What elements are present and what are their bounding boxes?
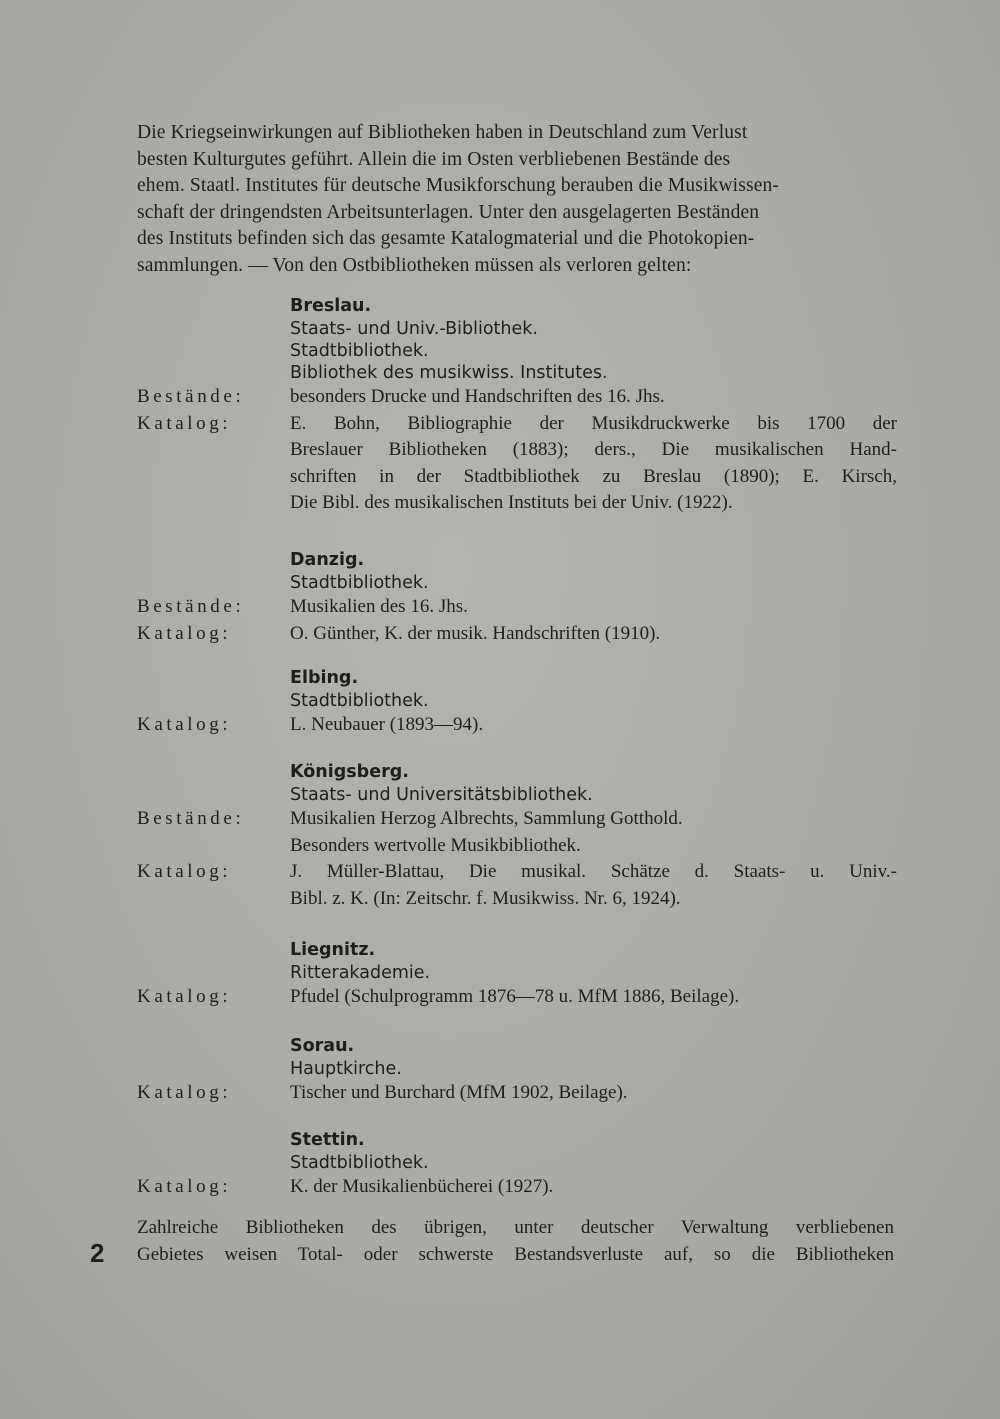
intro-line: schaft der dringendsten Arbeitsunterlagen. Unter den ausgelagerten Beständen [137, 201, 760, 223]
intro-line: des Instituts befinden sich das gesamte Katalogmaterial und die Photokopien- [137, 228, 755, 250]
institution: Staats- und Universitätsbibliothek. [290, 785, 593, 805]
holdings-label: Bestände: [137, 596, 245, 617]
catalog-label: Katalog: [137, 714, 232, 735]
holdings-value [290, 806, 897, 859]
intro-line: sammlungen. — Von den Ostbibliotheken müssen als verloren gelten: [137, 254, 692, 276]
city-heading: Sorau. [290, 1036, 355, 1056]
entry-liegnitz [137, 938, 897, 1011]
institution: Stadtbibliothek. [290, 573, 429, 593]
catalog-label: Katalog: [137, 622, 232, 644]
catalog-row [137, 411, 897, 517]
catalog-value [290, 411, 897, 517]
catalog-label: Katalog: [137, 1082, 232, 1103]
holdings-row [137, 806, 897, 859]
institution: Stadtbibliothek. [290, 1153, 429, 1173]
closing-paragraph [137, 1215, 894, 1268]
catalog-label: Katalog: [137, 861, 232, 882]
catalog-label: Katalog: [137, 986, 232, 1007]
catalog-value: Pfudel (Schulprogramm 1876—78 u. MfM 1886, Beilage). [290, 986, 740, 1007]
catalog-value [290, 859, 897, 912]
closing-line: Gebietes weisen Total- oder schwerste Bestandsverluste auf, so die Bibliotheken [137, 1243, 894, 1265]
catalog-line: Breslauer Bibliotheken (1883); ders., Die musikalischen Hand- [290, 439, 897, 460]
institution: Hauptkirche. [290, 1059, 402, 1079]
entry-koenigsberg [137, 760, 897, 912]
catalog-line: E. Bohn, Bibliographie der Musikdruckwerke bis 1700 der [290, 412, 897, 434]
holdings-value: Musikalien des 16. Jhs. [290, 596, 468, 617]
intro-line: besten Kulturgutes geführt. Allein die im Osten verbliebenen Bestände des [137, 148, 731, 170]
catalog-row [137, 859, 897, 912]
city-heading: Stettin. [290, 1130, 365, 1150]
catalog-value: Tischer und Burchard (MfM 1902, Beilage). [290, 1082, 628, 1103]
catalog-value: O. Günther, K. der musik. Handschriften (1910). [290, 622, 661, 644]
city-heading: Königsberg. [290, 762, 409, 782]
holdings-value: besonders Drucke und Handschriften des 16. Jhs. [290, 386, 665, 407]
catalog-line: J. Müller-Blattau, Die musikal. Schätze d. Staats- u. Univ.- [290, 861, 897, 882]
catalog-row [137, 984, 897, 1011]
holdings-label: Bestände: [137, 808, 245, 829]
intro-line: ehem. Staatl. Institutes für deutsche Musikforschung berauben die Musikwissen- [137, 175, 780, 197]
institution: Stadtbibliothek. [290, 691, 429, 711]
institution: Stadtbibliothek. [290, 341, 429, 361]
catalog-value: L. Neubauer (1893—94). [290, 714, 484, 735]
holdings-label: Bestände: [137, 386, 245, 407]
institution: Staats- und Univ.-Bibliothek. [290, 319, 538, 339]
catalog-row [137, 1174, 897, 1201]
catalog-value: K. der Musikalienbücherei (1927). [290, 1176, 554, 1197]
catalog-line: Die Bibl. des musikalischen Instituts bei der Univ. (1922). [290, 492, 733, 513]
holdings-line: Besonders wertvolle Musikbibliothek. [290, 834, 581, 856]
catalog-row [137, 712, 897, 739]
catalog-line: schriften in der Stadtbibliothek zu Breslau (1890); E. Kirsch, [290, 465, 897, 487]
catalog-row [137, 1080, 897, 1107]
catalog-line: Bibl. z. K. (In: Zeitschr. f. Musikwiss. Nr. 6, 1924). [290, 887, 681, 909]
city-heading: Liegnitz. [290, 940, 376, 960]
entry-stettin [137, 1128, 897, 1201]
city-heading: Elbing. [290, 668, 359, 688]
holdings-line: Musikalien Herzog Albrechts, Sammlung Gotthold. [290, 808, 683, 829]
holdings-row [137, 594, 897, 621]
city-heading: Breslau. [290, 296, 372, 316]
catalog-row [137, 621, 897, 648]
city-heading: Danzig. [290, 550, 365, 570]
closing-line: Zahlreiche Bibliotheken des übrigen, unter deutscher Verwaltung verbliebenen [137, 1217, 894, 1238]
entry-sorau [137, 1034, 897, 1107]
holdings-row [137, 384, 897, 411]
page-number: 2 [90, 1238, 105, 1268]
intro-paragraph [137, 120, 894, 280]
entry-elbing [137, 666, 897, 739]
entry-danzig [137, 548, 897, 647]
entry-breslau [137, 294, 897, 517]
catalog-label: Katalog: [137, 1176, 232, 1197]
catalog-label: Katalog: [137, 412, 232, 434]
intro-line: Die Kriegseinwirkungen auf Bibliotheken haben in Deutschland zum Verlust [137, 122, 748, 143]
institution: Ritterakademie. [290, 963, 431, 983]
institution: Bibliothek des musikwiss. Institutes. [290, 363, 608, 383]
